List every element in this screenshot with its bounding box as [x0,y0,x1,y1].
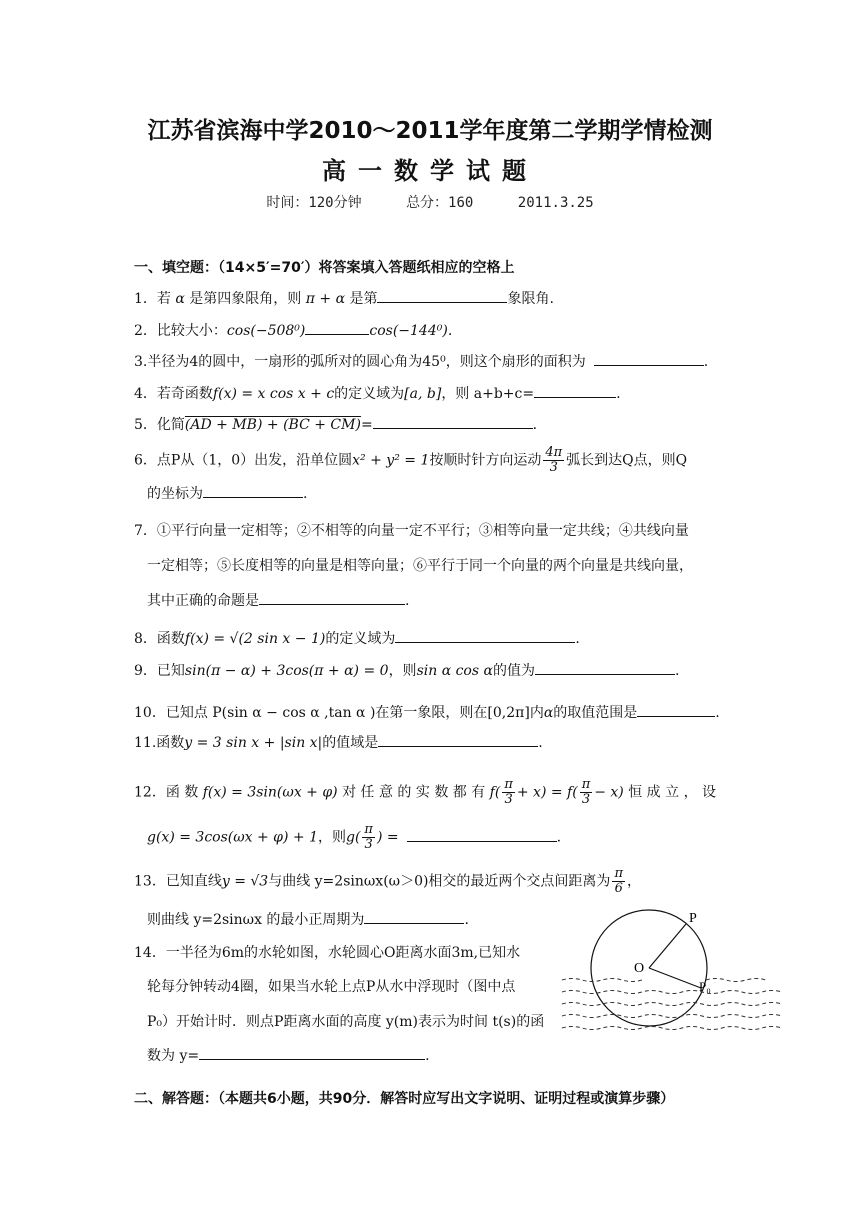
exam-total: 总分：160 [406,195,474,211]
fraction-4pi-over-3: $\frac{4\pi}{3}$ [545,445,563,475]
question-14-line2: 轮每分钟转动4圈，如果当水轮上点P从水中浮现时（图中点 [147,979,516,995]
question-7: 7．①平行向量一定相等；②不相等的向量一定不平行；③相等向量一定共线；④共线向量 [134,523,689,539]
question-8: 8．函数f(x) = √(2 sin x − 1)的定义域为 . [134,628,734,649]
question-12: 12．函 数 f(x) = 3sin(ωx + φ) 对 任 意 的 实 数 都 有 f( $\frac{\pi}{3}$ + x) = f( $\frac{\pi}{3}$ − x) 恒 成 立 ， 设 [134,777,717,807]
question-13-cont: 则曲线 y=2sinωx 的最小正周期为 . [147,909,747,930]
answer-blank[interactable] [259,590,405,605]
question-14-line3: P₀）开始计时．则点P距离水面的高度 y(m)表示为时间 t(s)的函 [147,1014,545,1030]
alpha-symbol: α [170,291,190,307]
answer-blank[interactable] [637,702,715,717]
answer-blank[interactable] [407,827,557,842]
answer-blank[interactable] [364,909,464,924]
question-12-cont: g(x) = 3cos(ωx + φ) + 1，则g( $\frac{\pi}{3}$ ) = . [147,822,562,852]
question-13: 13．已知直线y = √3与曲线 y=2sinωx(ω＞0)相交的最近两个交点间距离为 $\frac{\pi}{6}$ ， [134,866,641,896]
answer-blank[interactable] [534,383,616,398]
fraction-pi-over-3: $\frac{\pi}{3}$ [364,822,373,852]
section-2-heading: 二、解答题：（本题共6小题，共90分．解答时应写出文字说明、证明过程或演算步骤） [134,1091,675,1107]
label-p: P [689,911,697,926]
answer-blank[interactable] [373,414,533,429]
radius-op0 [649,968,701,988]
answer-blank[interactable] [199,1045,425,1060]
water-wheel-diagram [556,900,786,1040]
question-10: 10．已知点 P(sin α − cos α ,tan α )在第一象限，则在[0,2π]内α的取值范围是 . [134,702,734,723]
answer-blank[interactable] [395,628,575,643]
exam-meta [0,192,860,212]
question-2: 2．比较大小：cos(−508⁰) cos(−144⁰). [134,320,734,341]
radius-op [649,924,686,968]
answer-blank[interactable] [594,351,704,366]
answer-blank[interactable] [377,288,507,303]
fraction-pi-over-3: $\frac{\pi}{3}$ [504,777,513,807]
question-3: 3.半径为4的圆中，一扇形的弧所对的圆心角为45⁰，则这个扇形的面积为 . [134,351,734,372]
question-4: 4．若奇函数f(x) = x cos x + c的定义域为[a, b]，则 a+b+c= . [134,383,734,404]
question-14-line4: 数为 y= . [147,1045,747,1066]
question-9: 9．已知sin(π − α) + 3cos(π + α) = 0，则sin α cos α的值为 . [134,660,734,681]
question-6: 6．点P从（1，0）出发，沿单位圆x² + y² = 1按顺时针方向运动 $\frac{4\pi}{3}$ 弧长到达Q点，则Q [134,445,688,475]
exam-title: 江苏省滨海中学2010～2011学年度第二学期学情检测 [147,118,713,144]
question-11: 11.函数y = 3 sin x + |sin x|的值域是 . [134,732,734,753]
exam-time: 时间：120分钟 [266,195,362,211]
answer-blank[interactable] [535,660,675,675]
question-14: 14．一半径为6m的水轮如图，水轮圆心O距离水面3m,已知水 [134,945,521,961]
question-5: 5．化简(AD + MB) + (BC + CM)= . [134,414,734,435]
answer-blank[interactable] [203,483,303,498]
fraction-pi-over-6: $\frac{\pi}{6}$ [614,866,623,896]
exam-subtitle: 高一数学试题 [322,157,538,185]
label-p0: P₀ [699,979,711,994]
question-6-cont: 的坐标为 . [147,483,747,504]
pi-plus-alpha: π + α [301,291,350,307]
question-7-line3: 其中正确的命题是 . [147,590,747,611]
question-1: 1．若 α 是第四象限角，则 π + α 是第 象限角. [134,288,734,309]
answer-blank[interactable] [378,732,538,747]
question-7-line2: 一定相等；⑤长度相等的向量是相等向量；⑥平行于同一个向量的两个向量是共线向量， [147,558,693,574]
label-o: O [634,961,645,976]
section-1-heading: 一、填空题：（14×5′=70′）将答案填入答题纸相应的空格上 [134,260,515,276]
exam-date: 2011.3.25 [517,195,594,211]
answer-blank[interactable] [305,320,369,335]
fraction-pi-over-3: $\frac{\pi}{3}$ [581,777,591,807]
